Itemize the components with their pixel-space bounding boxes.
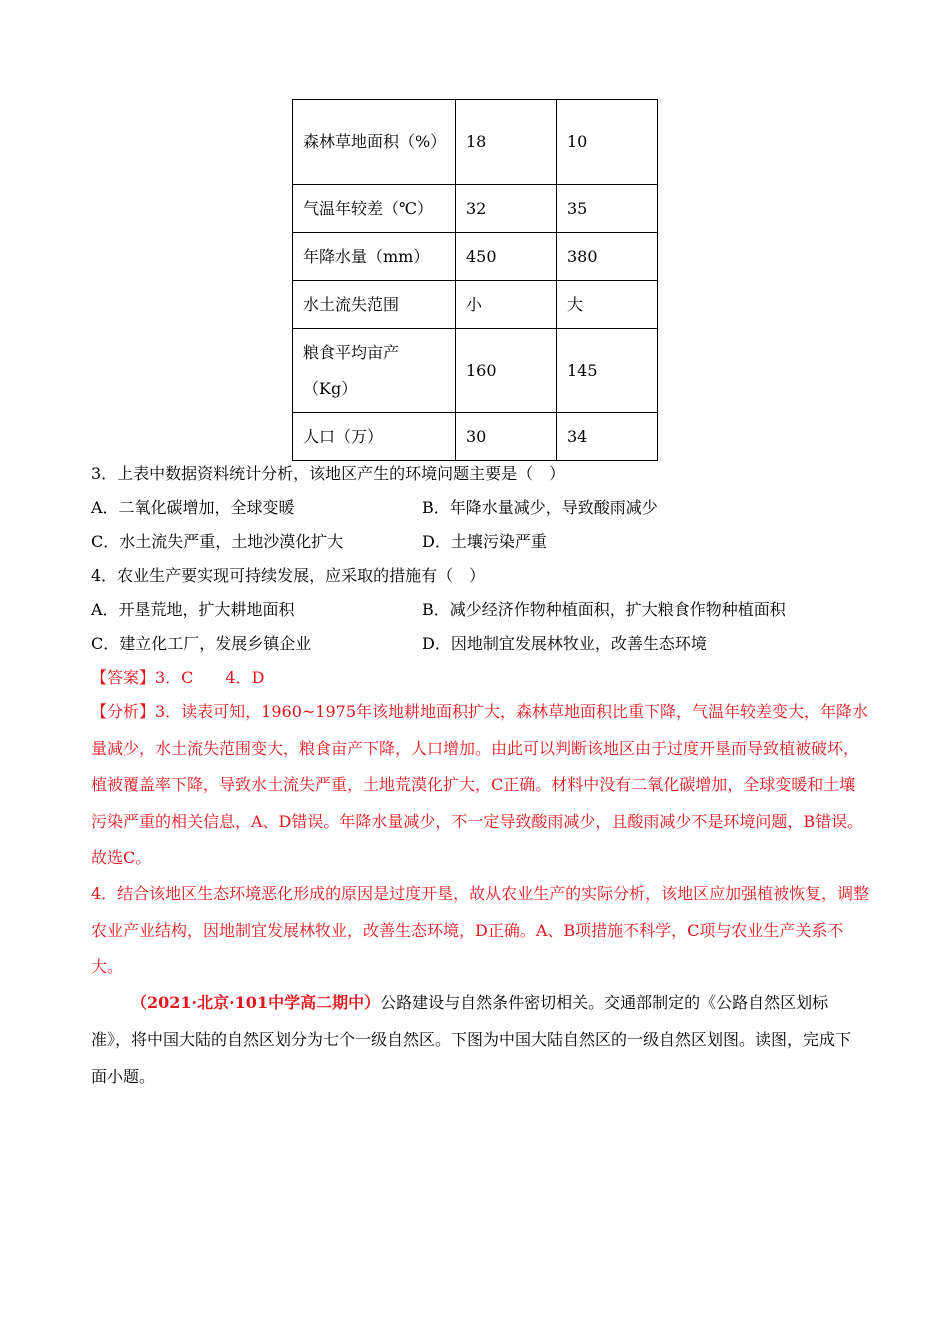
intro-paragraph [91, 984, 851, 1095]
row-label: 森林草地面积（%） [293, 100, 456, 185]
q3-option-b[interactable]: B．年降水量减少，导致酸雨减少 [422, 498, 658, 517]
cell-1975: 大 [557, 281, 658, 329]
cell-1975: 10 [557, 100, 658, 185]
cell-1960: 30 [456, 413, 557, 461]
answer-line: 【答案】3．C 4．D [91, 668, 265, 687]
row-label: 年降水量（mm） [293, 233, 456, 281]
row-label: 水土流失范围 [293, 281, 456, 329]
cell-1960: 450 [456, 233, 557, 281]
cell-1960: 32 [456, 185, 557, 233]
q4-option-c[interactable]: C．建立化工厂，发展乡镇企业 [91, 634, 312, 653]
analysis-q3: 【分析】3．读表可知，1960~1975年该地耕地面积扩大，森林草地面积比重下降，气温年较差变大，年降水量减少，水土流失范围变大，粮食亩产下降，人口增加。由此可以判断该地区由于过度开垦而导致植被破坏，植被覆盖率下降，导致水土流失严重，土地荒漠化扩大，C正确。材料中没有二氧化碳增加，全球变暖和土壤污染严重的相关信息，A、D错误。年降水量减少，不一定导致酸雨减少，且酸雨减少不是环境问题，B错误。故选C。 [91, 702, 869, 867]
cell-1960: 小 [456, 281, 557, 329]
cell-1975: 145 [557, 329, 658, 413]
analysis-q4: 4．结合该地区生态环境恶化形成的原因是过度开垦，故从农业生产的实际分析，该地区应加强植被恢复，调整农业产业结构，因地制宜发展林牧业，改善生态环境，D正确。A、B项措施不科学，C项与农业生产关系不大。 [91, 884, 870, 976]
q4-option-a[interactable]: A．开垦荒地，扩大耕地面积 [91, 600, 295, 619]
cell-1975: 34 [557, 413, 658, 461]
row-label: 粮食平均亩产（Kg） [293, 329, 456, 413]
question-4-stem: 4．农业生产要实现可持续发展，应采取的措施有（ ） [91, 566, 486, 585]
table-row [293, 413, 658, 461]
source-tag: （2021·北京·101中学高二期中） [131, 993, 381, 1012]
row-label: 气温年较差（℃） [293, 185, 456, 233]
q3-option-c[interactable]: C．水土流失严重，土地沙漠化扩大 [91, 532, 344, 551]
q3-option-a[interactable]: A．二氧化碳增加，全球变暖 [91, 498, 295, 517]
cell-1975: 380 [557, 233, 658, 281]
table-row [293, 281, 658, 329]
q3-option-d[interactable]: D．土壤污染严重 [422, 532, 547, 551]
cell-1960: 160 [456, 329, 557, 413]
row-label: 人口（万） [293, 413, 456, 461]
cell-1975: 35 [557, 185, 658, 233]
table-row [293, 185, 658, 233]
cell-1960: 18 [456, 100, 557, 185]
q4-option-d[interactable]: D．因地制宜发展林牧业，改善生态环境 [422, 634, 707, 653]
intro-text: 公路建设与自然条件密切相关。交通部制定的《公路自然区划标准》，将中国大陆的自然区划分为七个一级自然区。下图为中国大陆自然区的一级自然区划图。读图，完成下面小题。 [91, 993, 852, 1086]
q4-option-b[interactable]: B．减少经济作物种植面积，扩大粮食作物种植面积 [422, 600, 786, 619]
table-row [293, 100, 658, 185]
table-row [293, 233, 658, 281]
table-row [293, 329, 658, 413]
data-table [292, 99, 658, 461]
question-3-stem: 3．上表中数据资料统计分析，该地区产生的环境问题主要是（ ） [91, 464, 566, 483]
